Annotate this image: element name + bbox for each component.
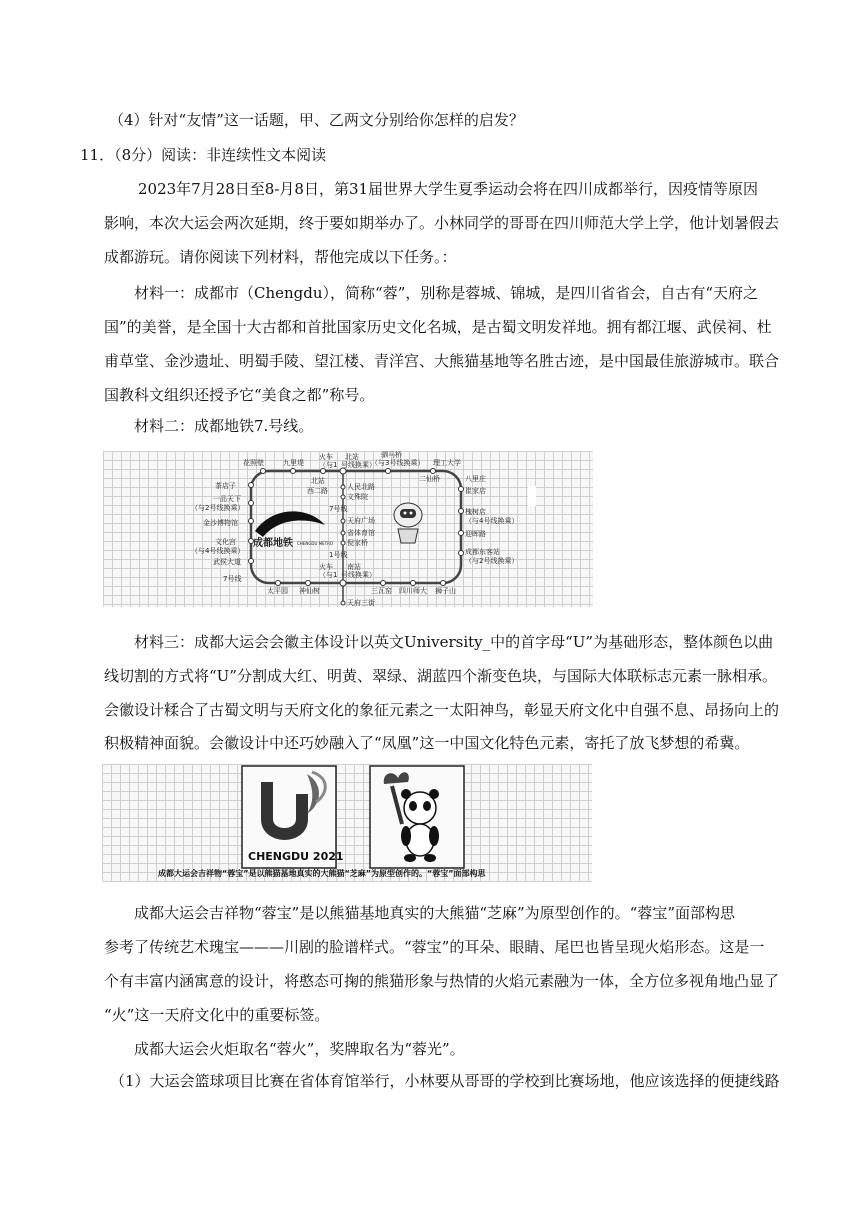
station-label: 火车 (319, 563, 333, 571)
station-label: 狮子山 (435, 587, 456, 595)
station-label: 号线换乘） (341, 571, 376, 579)
station-label: （与4号线换乘） (191, 547, 245, 555)
material3-line-1: 材料三：成都大运会会徽主体设计以英文University_中的首字母“U”为基础形态，整体颜色以曲 (134, 633, 774, 651)
station-label: （与4号线换乘） (465, 517, 519, 525)
intro-line-2: 影响，本次大运会两次延期，终于要如期举办了。小林同学的哥哥在四川师范大学上学，他计划暑假去 (104, 214, 780, 232)
material3-line-2: 线切割的方式将“U”分割成大红、明黄、翠绿、湖蓝四个渐变色块，与国际大体联标志元素一脉相承。 (104, 667, 777, 685)
station-label: 西二路 (307, 487, 328, 495)
station-label: 人民北路 (347, 483, 375, 491)
robot-mascot-icon (394, 503, 422, 543)
station-label: 二仙桥 (419, 475, 440, 483)
metro-logo (253, 511, 333, 549)
station-label: 金沙博物馆 (203, 519, 238, 527)
station-label: 理工大学 (433, 459, 461, 467)
figure-caption: 成都大运会吉祥物“蓉宝”是以熊猫基地真实的大熊猫“芝麻”为原型创作的。“蓉宝”面部构思 (158, 869, 486, 878)
station-label: 花照壁 (243, 459, 264, 467)
station-label: 北站 (345, 453, 359, 461)
station-label: 八里庄 (465, 475, 486, 483)
material1-line-4: 国教科文组织还授予它“美食之都”称号。 (104, 386, 375, 404)
material1-line-3: 甫草堂、金沙遗址、明蜀手陵、望江楼、青洋宫、大熊猫基地等名胜古迹，是中国最佳旅游城市。联合 (104, 352, 780, 370)
station-label: （与3号线换乘） (371, 459, 425, 467)
material1-line-2: 国”的美誉，是全国十大古都和首批国家历史文化名城，是古蜀文明发祥地。拥有都江堰、武侯祠、杜 (104, 318, 772, 336)
station-label: （与1 (319, 461, 338, 469)
material2-label: 材料二：成都地铁7.号线。 (134, 417, 314, 435)
mascot-line-2: 参考了传统艺术瑰宝———川剧的脸谱样式。“蓉宝”的耳朵、眼睛、尾巴也皆呈现火焰形态。这是一 (104, 938, 765, 956)
station-label: 7号线 (329, 505, 348, 513)
station-label: 文化宫 (215, 538, 236, 546)
intro-line-3: 成都游玩。请你阅读下列材料，帮他完成以下任务。： (104, 248, 457, 266)
station-label: （与2号线换乘） (465, 557, 519, 565)
station-label: 茶店子 (215, 482, 236, 490)
station-label: （与2号线换乘） (191, 504, 245, 512)
intro-line-1: 2023年7月28日至8-月8日，第31届世界大学生夏季运动会将在四川成都举行，因疫情等原因 (138, 180, 759, 198)
emblem-mascot-svg (102, 764, 592, 882)
mascot-line-3: 个有丰富内涵寓意的设计，将憨态可掬的熊猫形象与热情的火焰元素融为一体，全方位多视角地凸显了 (104, 972, 780, 990)
metro-map-figure (103, 451, 593, 607)
station-label: 驷马桥 (381, 451, 402, 459)
mascot-line-4: “火”这一天府文化中的重要标签。 (104, 1006, 330, 1024)
torch-line: 成都大运会火炬取名“蓉火”，奖牌取名为“蓉光”。 (134, 1040, 465, 1058)
material3-line-4: 积极精神面貌。会徽设计中还巧妙融入了“凤凰”这一中国文化特色元素，寄托了放飞梦想的希冀。 (104, 734, 750, 752)
sub-question-1: （1）大运会篮球项目比赛在省体育馆举行，小林要从哥哥的学校到比赛场地，他应该选择的便捷线路 (110, 1072, 780, 1090)
station-label: 迎晖路 (465, 530, 486, 538)
station-label: 神仙树 (299, 587, 320, 595)
station-label: 倪家桥 (347, 539, 368, 547)
material1-line-1: 材料一：成都市（Chengdu），简称“蓉”，别称是蓉城、锦城，是四川省省会，自古有“天府之 (134, 284, 759, 302)
emblem-mascot-figure (102, 764, 592, 882)
station-label: 天府广场 (347, 517, 375, 525)
station-label: 省体育馆 (347, 529, 375, 537)
metro-logo-text: 成都地铁 (253, 538, 293, 549)
station-label: 崔家店 (465, 487, 486, 495)
station-label: 四川师大 (399, 587, 427, 595)
metro-map-svg (103, 451, 593, 607)
mascot-line-1: 成都大运会吉祥物“蓉宝”是以熊猫基地真实的大熊猫“芝麻”为原型创作的。“蓉宝”面部构思 (134, 904, 736, 922)
metro-logo-subtext: CHENGDU METRO (297, 541, 334, 546)
station-label: 武侯大道 (213, 558, 241, 566)
station-label: 一品天下 (213, 495, 241, 503)
emblem-text: CHENGDU 2021 (248, 850, 344, 863)
station-label: 九里堤 (283, 459, 304, 467)
station-label: 三瓦窑 (371, 587, 392, 595)
station-label: 文殊院 (347, 493, 368, 501)
station-label: 太平园 (267, 587, 288, 595)
station-label: 火车 (319, 453, 333, 461)
station-label: 1号线 (329, 551, 348, 559)
station-label: 槐树店 (465, 508, 486, 516)
station-label: 成都东客站 (465, 548, 500, 556)
station-label: （与1 (319, 571, 338, 579)
question-11-heading: 11．（8分）阅读：非连续性文本阅读 (80, 146, 327, 164)
station-label: 北站 (311, 477, 325, 485)
station-label: 天府三街 (347, 599, 375, 607)
material3-line-3: 会徽设计糅合了古蜀文明与天府文化的象征元素之一太阳神鸟，彰显天府文化中自强不息、昂扬向上的 (104, 701, 780, 719)
station-label: 7号线 (223, 575, 242, 583)
station-label: 南站 (347, 563, 361, 571)
question-4: （4）针对“友情”这一话题，甲、乙两文分别给你怎样的启发？ (109, 111, 524, 129)
station-label: 号线换乘） (341, 461, 376, 469)
